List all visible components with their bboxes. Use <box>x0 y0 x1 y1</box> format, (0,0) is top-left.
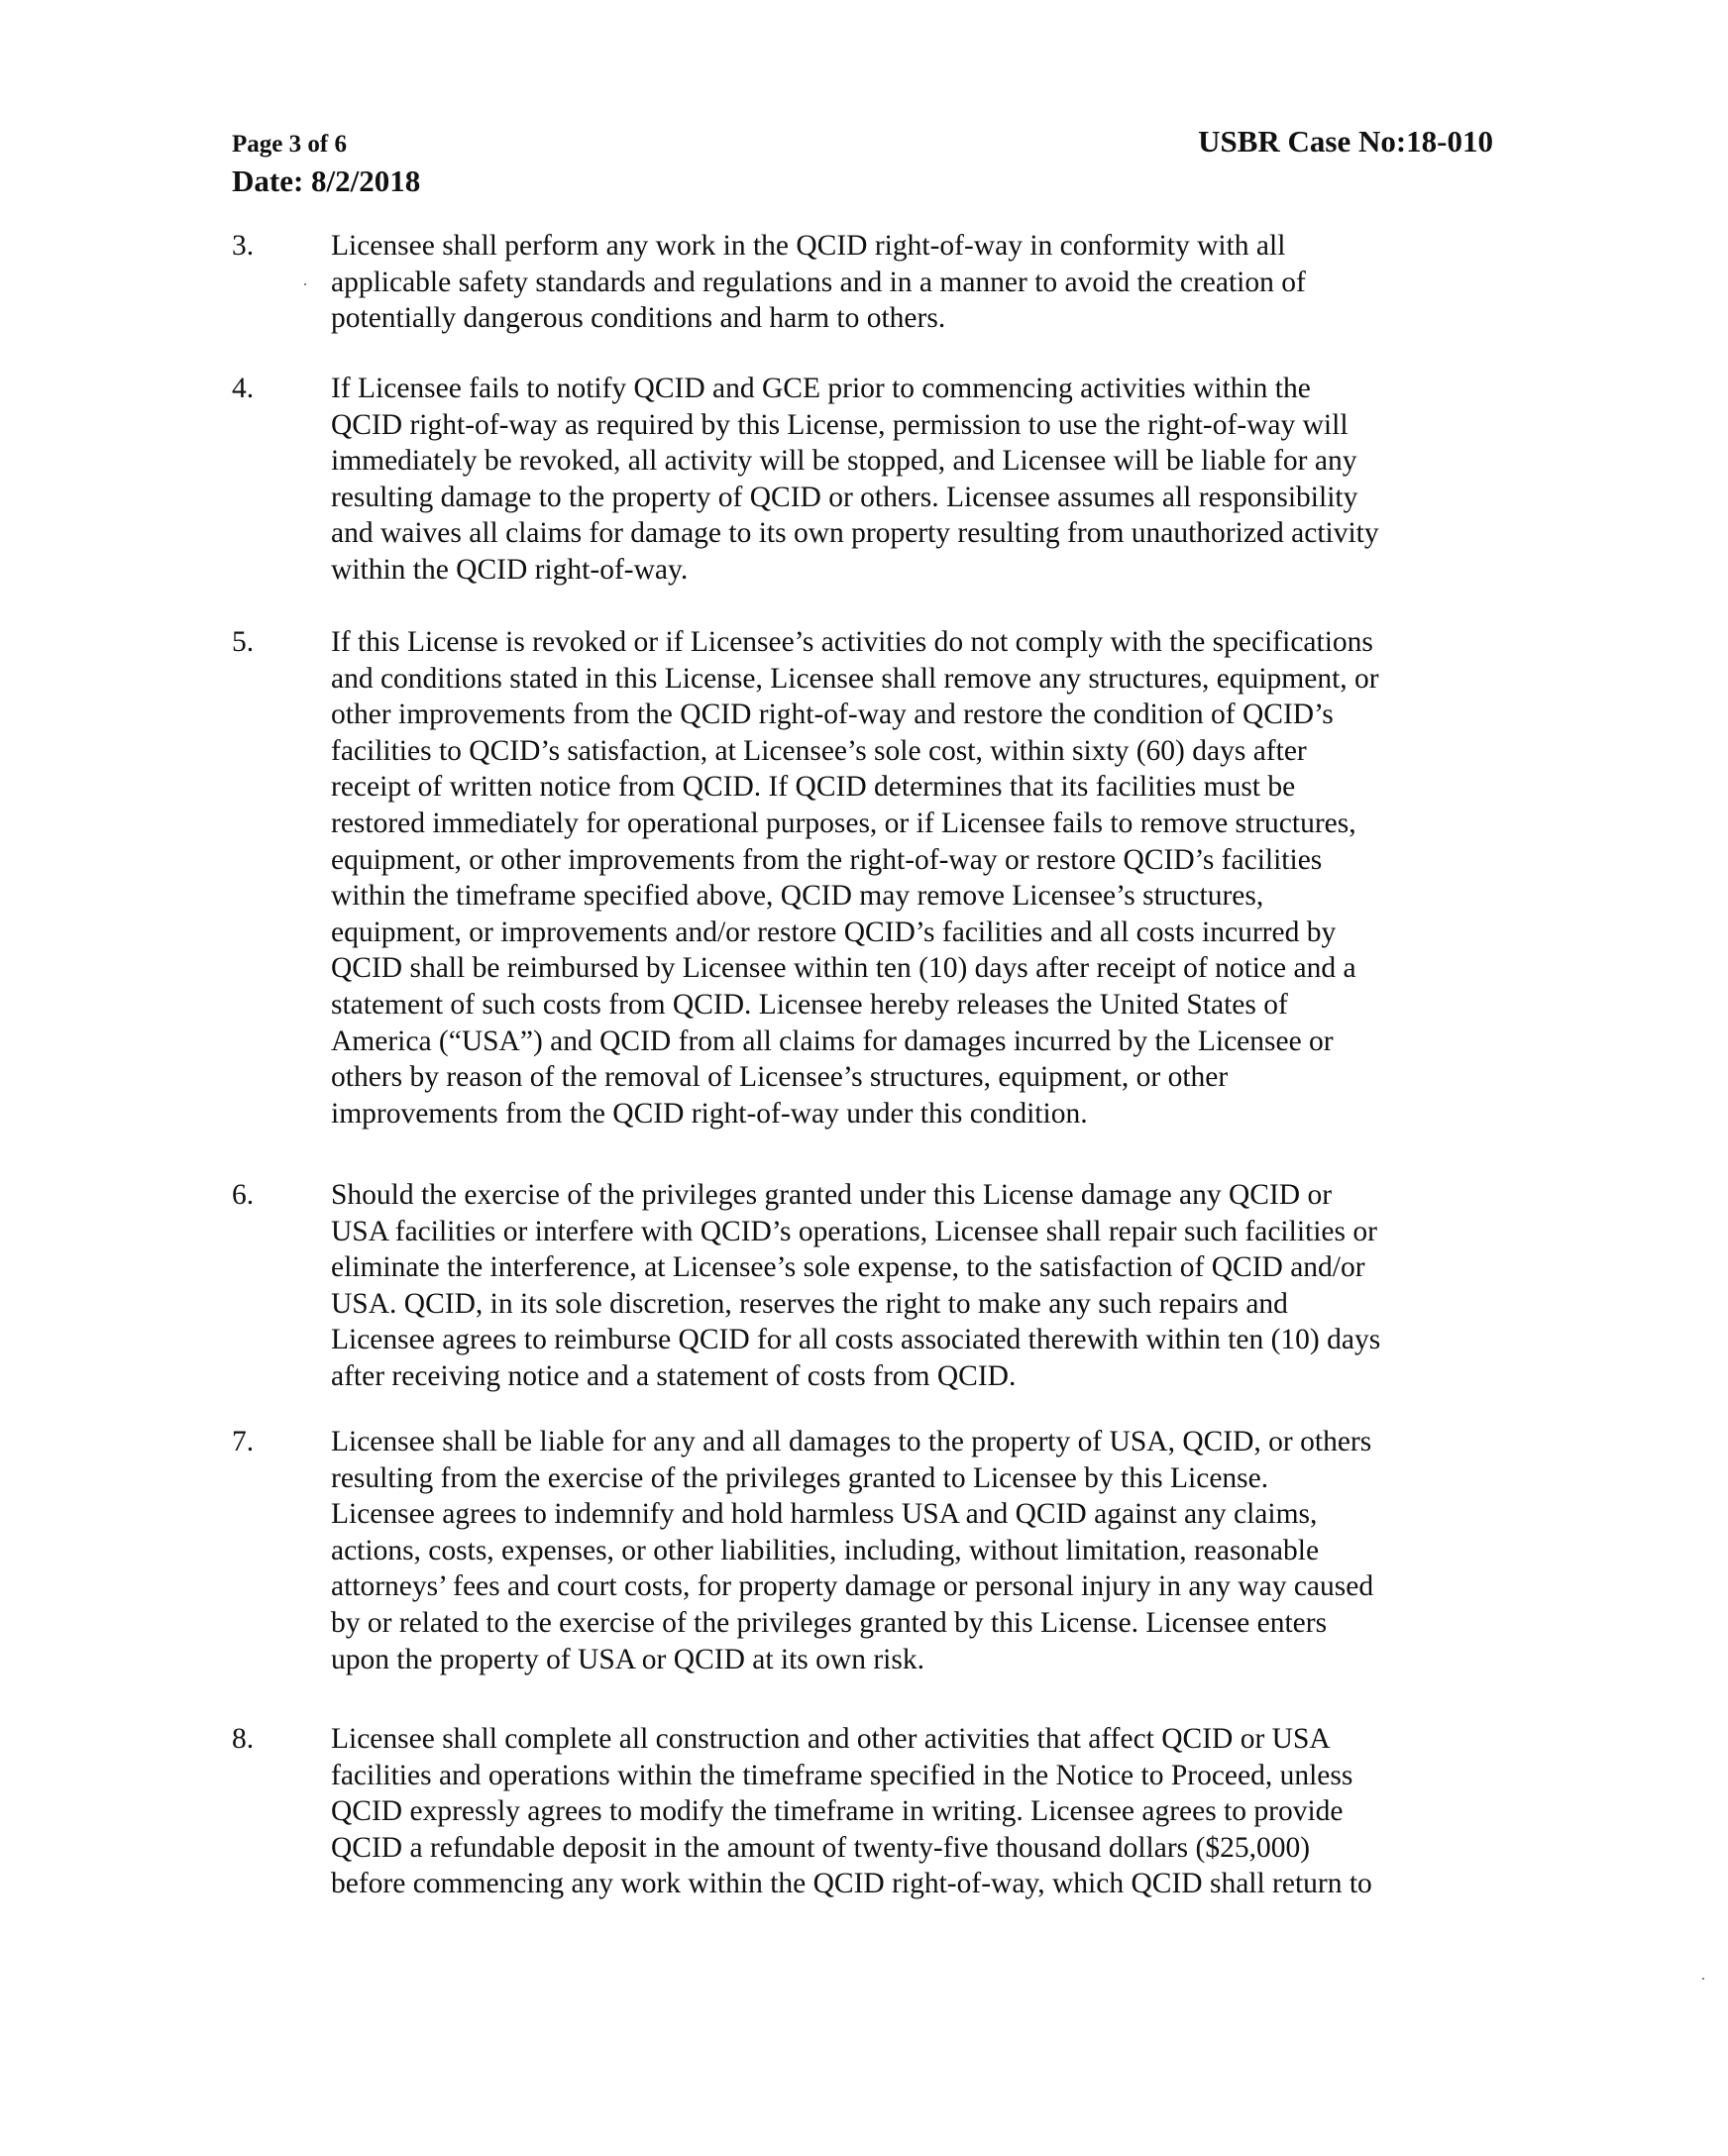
paragraph-line: by or related to the exercise of the privileges granted by this License. Licensee enters <box>331 1607 1328 1639</box>
paragraph-line: Licensee shall be liable for any and all damages to the property of USA, QCID, or others <box>331 1426 1372 1457</box>
paragraph-line: America (“USA”) and QCID from all claims for damages incurred by the Licensee or <box>331 1024 1334 1057</box>
paragraph-number: 4. <box>232 373 255 404</box>
paragraph-line: If Licensee fails to notify QCID and GCE prior to commencing activities within the <box>331 373 1311 404</box>
paragraph-number: 8. <box>232 1723 255 1755</box>
paragraph-line: others by reason of the removal of Licensee’s structures, equipment, or other <box>331 1061 1229 1094</box>
paragraph-line: within the QCID right-of-way. <box>331 554 689 586</box>
paragraph-number: 6. <box>232 1179 255 1211</box>
scan-speck <box>1702 1978 1704 1980</box>
paragraph-line: Should the exercise of the privileges granted under this License damage any QCID or <box>331 1179 1333 1211</box>
paragraph-line: before commencing any work within the QCID right-of-way, which QCID shall return to <box>331 1868 1372 1900</box>
paragraph-line: QCID shall be reimbursed by Licensee within ten (10) days after receipt of notice and a <box>331 952 1356 985</box>
scan-speck <box>304 283 306 285</box>
paragraph-line: other improvements from the QCID right-of-way and restore the condition of QCID’s <box>331 699 1334 731</box>
paragraph-line: immediately be revoked, all activity will be stopped, and Licensee will be liable for any <box>331 445 1357 478</box>
paragraph-line: statement of such costs from QCID. Licensee hereby releases the United States of <box>331 989 1288 1021</box>
page-number: Page 3 of 6 <box>232 131 347 158</box>
paragraph-line: equipment, or other improvements from the right-of-way or restore QCID’s facilities <box>331 843 1323 876</box>
paragraph-number: 3. <box>232 230 255 262</box>
paragraph-line: QCID a refundable deposit in the amount of twenty-five thousand dollars ($25,000) <box>331 1831 1311 1864</box>
paragraph-line: eliminate the interference, at Licensee’s sole expense, to the satisfaction of QCID and/or <box>331 1251 1365 1284</box>
paragraph-line: Licensee agrees to reimburse QCID for all costs associated therewith within ten (10) days <box>331 1324 1381 1356</box>
paragraph-line: attorneys’ fees and court costs, for property damage or personal injury in any way caused <box>331 1570 1374 1603</box>
paragraph-line: actions, costs, expenses, or other liabilities, including, without limitation, reasonable <box>331 1534 1320 1566</box>
paragraph-line: equipment, or improvements and/or restore QCID’s facilities and all costs incurred by <box>331 916 1337 948</box>
paragraph-line: QCID right-of-way as required by this License, permission to use the right-of-way will <box>331 408 1349 441</box>
case-number: USBR Case No:18-010 <box>1198 124 1493 159</box>
document-date: Date: 8/2/2018 <box>232 163 421 198</box>
paragraph-line: and conditions stated in this License, Licensee shall remove any structures, equipment, or <box>331 662 1379 695</box>
paragraph-line: receipt of written notice from QCID. If QCID determines that its facilities must be <box>331 771 1296 804</box>
paragraph-line: If this License is revoked or if Licensee’s activities do not comply with the specifications <box>331 626 1373 658</box>
paragraph-line: improvements from the QCID right-of-way under this condition. <box>331 1097 1088 1130</box>
paragraph-line: facilities and operations within the timeframe specified in the Notice to Proceed, unless <box>331 1759 1353 1791</box>
paragraph-line: upon the property of USA or QCID at its own risk. <box>331 1643 924 1675</box>
paragraph-number: 5. <box>232 626 255 658</box>
paragraph-line: Licensee shall perform any work in the QCID right-of-way in conformity with all <box>331 230 1286 262</box>
paragraph-line: potentially dangerous conditions and harm to others. <box>331 302 946 335</box>
paragraph-line: USA facilities or interfere with QCID’s operations, Licensee shall repair such facilities or <box>331 1215 1377 1247</box>
paragraph-number: 7. <box>232 1426 255 1457</box>
paragraph-line: within the timeframe specified above, QCID may remove Licensee’s structures, <box>331 880 1264 913</box>
paragraph-line: QCID expressly agrees to modify the timeframe in writing. Licensee agrees to provide <box>331 1795 1344 1828</box>
paragraph-line: after receiving notice and a statement of costs from QCID. <box>331 1360 1017 1392</box>
paragraph-line: restored immediately for operational purposes, or if Licensee fails to remove structures, <box>331 808 1356 839</box>
paragraph-line: resulting from the exercise of the privileges granted to Licensee by this License. <box>331 1461 1269 1494</box>
paragraph-line: resulting damage to the property of QCID or others. Licensee assumes all responsibility <box>331 481 1358 513</box>
paragraph-line: Licensee agrees to indemnify and hold harmless USA and QCID against any claims, <box>331 1498 1318 1531</box>
paragraph-line: and waives all claims for damage to its own property resulting from unauthorized activity <box>331 517 1379 550</box>
paragraph-line: USA. QCID, in its sole discretion, reserves the right to make any such repairs and <box>331 1287 1288 1320</box>
paragraph-line: applicable safety standards and regulations and in a manner to avoid the creation of <box>331 266 1306 298</box>
paragraph-line: facilities to QCID’s satisfaction, at Licensee’s sole cost, within sixty (60) days after <box>331 734 1307 767</box>
paragraph-line: Licensee shall complete all construction and other activities that affect QCID or USA <box>331 1723 1331 1755</box>
